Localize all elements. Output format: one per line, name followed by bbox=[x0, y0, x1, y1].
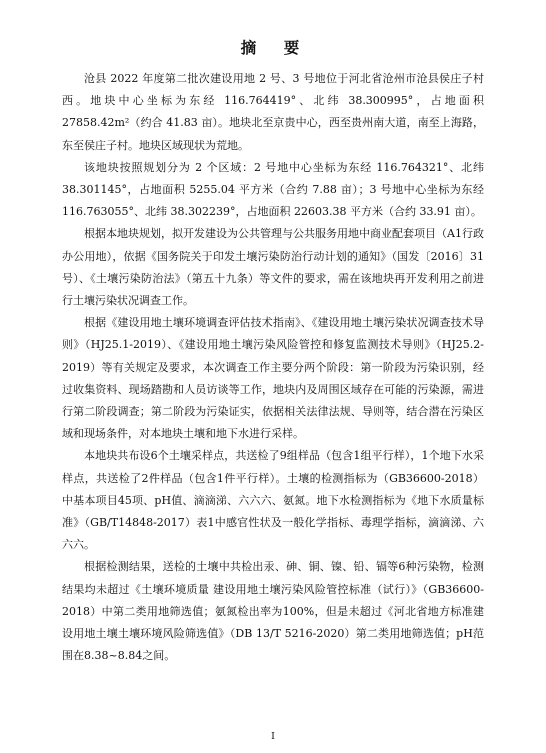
page-number: I bbox=[271, 731, 275, 742]
abstract-title: 摘 要 bbox=[240, 39, 306, 57]
paragraph-investigation-stages: 根据《建设用地土壤环境调查评估技术指南》、《建设用地土壤污染状况调查技术导则》（HJ25.1-2019）、《建设用地土壤污染风险管控和修复监测技术导则》（HJ25.2-2019）等有关规定及要求，本次调查工作主要分两个阶段：第一阶段为污染识别，经过收集资料、现场踏勘和人员访谈等工作，地块内及周围区域存在可能的污染源，需进行第二阶段调查；第二阶段为污染证实，依据相关法律法规、导则等，结合潜在污染区域和现场条件，对本地块土壤和地下水进行采样。 bbox=[62, 316, 484, 441]
paragraph-sampling: 本地块共布设6个土壤采样点，共送检了9组样品（包含1组平行样），1个地下水采样点，共送检了2件样品（包含1件平行样）。土壤的检测指标为（GB36600-2018）中基本项目45项、pH值、滴滴涕、六六六、氨氮。地下水检测指标为《地下水质量标准》（GB/T14848-2017）表1中感官性状及一般化学指标、毒理学指标，滴滴涕、六六六。 bbox=[62, 449, 484, 552]
paragraph-results: 根据检测结果，送检的土壤中共检出汞、砷、铜、镍、铅、镉等6种污染物，检测结果均未超过《土壤环境质量 建设用地土壤污染风险管控标准（试行）》（GB36600-2018）中第二类用地筛选值；氨氮检出率为100%，但是未超过《河北省地方标准建设用地土壤土壤环境风险筛选值》（DB 13/T 5216-2020）第二类用地筛选值；pH范围在8.38~8.84之间。 bbox=[62, 560, 484, 663]
paragraph-planning-basis: 根据本地块规划，拟开发建设为公共管理与公共服务用地中商业配套项目（A1行政办公用地），依据《国务院关于印发土壤污染防治行动计划的通知》（国发〔2016〕31号）、《土壤污染防治法》（第五十九条）等文件的要求，需在该地块再开发利用之前进行土壤污染状况调查工作。 bbox=[62, 227, 484, 308]
paragraph-site-location: 沧县 2022 年度第二批次建设用地 2 号、3 号地位于河北省沧州市沧县侯庄子村西。地块中心坐标为东经 116.764419°、北纬 38.300995°，占地面积 27858.42m²（约合 41.83 亩）。地块北至京贵中心，西至贵州南大道，南至上海路，东至侯庄子村。地块区域现状为荒地。 bbox=[62, 72, 484, 152]
paragraph-site-zoning: 该地块按照规划分为 2 个区域：2 号地中心坐标为东经 116.764321°、北纬 38.301145°，占地面积 5255.04 平方米（合约 7.88 亩）；3 号地中心坐标为东经 116.763055°、北纬 38.302239°，占地面积 22603.38 平方米（合约 33.91 亩）。 bbox=[62, 160, 484, 219]
